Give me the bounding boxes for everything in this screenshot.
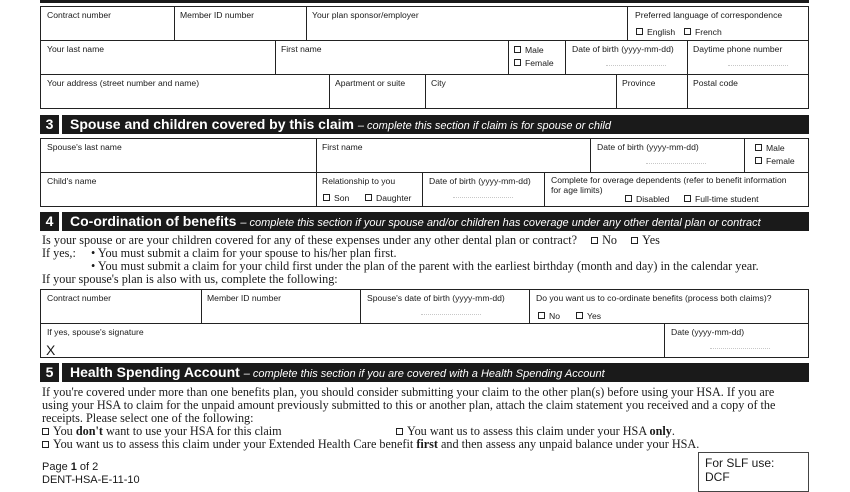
last-name-label: Your last name — [47, 44, 105, 54]
section3-subtitle: – complete this section if claim is for spouse or child — [357, 120, 611, 132]
coordinate-no-label: No — [549, 311, 560, 321]
checkbox-icon[interactable] — [631, 237, 638, 244]
section5-subtitle: – complete this section if you are covered with a Health Spending Account — [243, 368, 605, 380]
overage-label-line1: Complete for overage dependents (refer to benefit information — [551, 175, 787, 185]
checkbox-icon[interactable] — [684, 195, 691, 202]
last-name-field[interactable] — [40, 40, 276, 75]
coverage-question — [42, 234, 660, 247]
female-label: Female — [525, 58, 554, 68]
checkbox-icon[interactable] — [42, 428, 49, 435]
french-label: French — [695, 27, 722, 37]
address-label: Your address (street number and name) — [47, 78, 200, 88]
hsa-option-ehc-first[interactable] — [42, 438, 699, 451]
checkbox-icon[interactable] — [591, 237, 598, 244]
fulltime-option[interactable] — [684, 195, 759, 204]
child-name-field[interactable] — [40, 172, 317, 207]
section5-title-text: Health Spending Account — [70, 364, 240, 380]
language-group — [627, 6, 809, 41]
section2-header-bar — [40, 0, 809, 3]
spouse-plan-note: If your spouse's plan is also with us, complete the following: — [42, 272, 338, 286]
coordinate-label: Do you want us to co-ordinate benefits (process both claims)? — [536, 293, 772, 303]
gender-group — [508, 40, 566, 75]
spouse-dob-field[interactable] — [590, 138, 745, 173]
male-option[interactable] — [514, 46, 544, 55]
checkbox-icon[interactable] — [576, 312, 583, 319]
dob-label: Date of birth (yyyy-mm-dd) — [572, 44, 674, 54]
female-option[interactable] — [514, 59, 554, 68]
english-label: English — [647, 27, 676, 37]
section4-header — [40, 212, 809, 231]
member-id-label: Member ID number — [180, 10, 255, 20]
overage-label-line2: for age limits) — [551, 185, 603, 195]
language-label: Preferred language of correspondence — [635, 10, 783, 20]
hsa-paragraph-line1: If you're covered under more than one benefits plan, you should consider submitting your claim to the other plan(s) before using your HSA. If you are — [42, 385, 775, 399]
hsa-option2-text-b: only — [649, 424, 672, 438]
hsa-option1-text-a: You — [53, 424, 76, 438]
spouse-male-option[interactable] — [755, 144, 785, 153]
checkbox-icon[interactable] — [42, 441, 49, 448]
checkbox-icon[interactable] — [514, 59, 521, 66]
if-yes-label: If yes,: — [42, 246, 76, 260]
cob-contract-number-label: Contract number — [47, 293, 112, 303]
cob-contract-number-field[interactable] — [40, 289, 202, 324]
male-label: Male — [525, 45, 544, 55]
coordinate-yes-label: Yes — [587, 311, 602, 321]
member-id-field[interactable] — [174, 6, 307, 41]
coverage-yes-label: Yes — [642, 233, 660, 247]
hsa-option3-text-c: and then assess any unpaid balance under your HSA. — [437, 437, 700, 451]
coverage-no-option[interactable] — [591, 233, 617, 247]
daughter-label: Daughter — [376, 193, 412, 203]
page-indicator-suffix: of 2 — [76, 461, 99, 473]
section5-title — [70, 363, 605, 382]
checkbox-icon[interactable] — [636, 28, 643, 35]
hsa-option-hsa-only[interactable] — [396, 425, 675, 438]
checkbox-icon[interactable] — [396, 428, 403, 435]
daughter-option[interactable] — [365, 194, 411, 203]
page-indicator — [42, 461, 98, 473]
checkbox-icon[interactable] — [365, 194, 372, 201]
section5-header — [40, 363, 809, 382]
city-label: City — [431, 78, 446, 88]
cob-spouse-dob-label: Spouse's date of birth (yyyy-mm-dd) — [367, 293, 505, 303]
hsa-paragraph-line3: receipts. Please select one of the following: — [42, 411, 254, 425]
province-field[interactable] — [616, 74, 688, 109]
spouse-male-label: Male — [766, 143, 785, 153]
fulltime-label: Full-time student — [695, 194, 759, 204]
checkbox-icon[interactable] — [514, 46, 521, 53]
checkbox-icon[interactable] — [684, 28, 691, 35]
hsa-option2-text-c: . — [671, 424, 675, 438]
dcf-label: DCF — [705, 470, 730, 484]
overage-group — [544, 172, 809, 207]
spouse-last-name-field[interactable] — [40, 138, 317, 173]
disabled-option[interactable] — [625, 195, 669, 204]
section3-title — [70, 115, 611, 134]
spouse-female-label: Female — [766, 156, 795, 166]
form-code: DENT-HSA-E-11-10 — [42, 474, 140, 486]
plan-sponsor-field[interactable] — [306, 6, 628, 41]
hsa-option2-text-a: You want us to assess this claim under your HSA — [407, 424, 650, 438]
apartment-label: Apartment or suite — [335, 78, 406, 88]
spouse-signature-field[interactable] — [40, 323, 665, 358]
language-french-option[interactable] — [684, 28, 722, 37]
coverage-no-label: No — [602, 233, 618, 247]
child-dob-label: Date of birth (yyyy-mm-dd) — [429, 176, 531, 186]
checkbox-icon[interactable] — [538, 312, 545, 319]
coordinate-group — [529, 289, 809, 324]
hsa-option1-text-c: want to use your HSA for this claim — [102, 424, 282, 438]
child-name-label: Child's name — [47, 176, 97, 186]
coverage-yes-option[interactable] — [631, 233, 660, 247]
slf-use-box — [698, 452, 809, 492]
spouse-first-name-field[interactable] — [316, 138, 591, 173]
section4-subtitle: – complete this section if your spouse and/or children has coverage under any other dental plan or contract — [240, 217, 761, 229]
phone-field[interactable] — [687, 40, 809, 75]
cob-spouse-dob-field[interactable] — [360, 289, 530, 324]
signature-date-field[interactable] — [664, 323, 809, 358]
coordinate-yes-option[interactable] — [576, 312, 601, 321]
first-name-field[interactable] — [275, 40, 509, 75]
contract-number-label: Contract number — [47, 10, 112, 20]
hsa-option3-text-b: first — [416, 437, 438, 451]
signature-x-mark: X — [46, 342, 56, 358]
section3-number: 3 — [40, 115, 62, 134]
coverage-question-text: Is your spouse or are your children covered for any of these expenses under any other dental plan or contract? — [42, 233, 578, 247]
child-dob-field[interactable] — [422, 172, 545, 207]
apartment-field[interactable] — [329, 74, 426, 109]
cob-member-id-field[interactable] — [201, 289, 361, 324]
checkbox-icon[interactable] — [755, 157, 762, 164]
checkbox-icon[interactable] — [323, 194, 330, 201]
checkbox-icon[interactable] — [625, 195, 632, 202]
section3-title-text: Spouse and children covered by this claim — [70, 116, 354, 132]
province-label: Province — [622, 78, 656, 88]
spouse-first-name-label: First name — [322, 142, 363, 152]
relationship-label: Relationship to you — [322, 176, 396, 186]
slf-use-label: For SLF use: — [705, 456, 775, 470]
son-label: Son — [334, 193, 350, 203]
section5-number: 5 — [40, 363, 62, 382]
phone-label: Daytime phone number — [693, 44, 783, 54]
hsa-option1-text-b: don't — [75, 424, 103, 438]
postal-code-label: Postal code — [693, 78, 738, 88]
language-english-option[interactable] — [636, 28, 675, 37]
hsa-paragraph-line2: using your HSA to claim for the unpaid amount previously submitted to this or another plan, attach the claim statement you received and a copy of the — [42, 398, 776, 412]
spouse-dob-label: Date of birth (yyyy-mm-dd) — [597, 142, 699, 152]
page-indicator-prefix: Page — [42, 461, 71, 473]
signature-date-label: Date (yyyy-mm-dd) — [671, 327, 745, 337]
hsa-option-no-hsa[interactable] — [42, 425, 282, 438]
section4-title — [70, 212, 761, 231]
address-field[interactable] — [40, 74, 330, 109]
spouse-last-name-label: Spouse's last name — [47, 142, 122, 152]
checkbox-icon[interactable] — [755, 144, 762, 151]
page-number: 1 — [70, 461, 77, 473]
section4-title-text: Co-ordination of benefits — [70, 213, 237, 229]
city-field[interactable] — [425, 74, 617, 109]
section3-header — [40, 115, 809, 134]
spouse-signature-label: If yes, spouse's signature — [47, 327, 144, 337]
spouse-gender-group — [744, 138, 809, 173]
dob-field[interactable] — [565, 40, 688, 75]
section4-number: 4 — [40, 212, 62, 231]
contract-number-field[interactable] — [40, 6, 175, 41]
relationship-group — [316, 172, 423, 207]
son-option[interactable] — [323, 194, 349, 203]
hsa-option3-text-a: You want us to assess this claim under your Extended Health Care benefit — [53, 437, 417, 451]
plan-sponsor-label: Your plan sponsor/employer — [312, 10, 419, 20]
cob-member-id-label: Member ID number — [207, 293, 282, 303]
instruction-bullet-2: • You must submit a claim for your child first under the plan of the parent with the earliest birthday (month and day) in the calendar year. — [91, 259, 759, 273]
disabled-label: Disabled — [636, 194, 670, 204]
first-name-label: First name — [281, 44, 322, 54]
spouse-female-option[interactable] — [755, 157, 795, 166]
instruction-bullet-1: • You must submit a claim for your spouse to his/her plan first. — [91, 246, 397, 260]
coordinate-no-option[interactable] — [538, 312, 560, 321]
postal-code-field[interactable] — [687, 74, 809, 109]
